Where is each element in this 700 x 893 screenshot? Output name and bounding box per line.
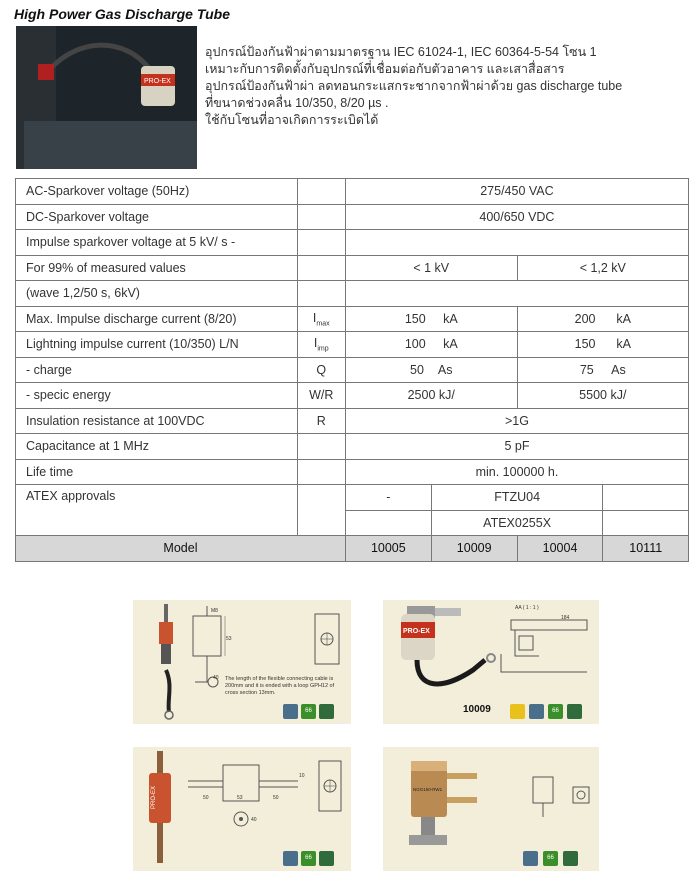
- symbol: R: [297, 408, 345, 434]
- table-row: [16, 230, 689, 256]
- desc-line: อุปกรณ์ป้องกันฟ้าผ่า ลดทอนกระแสกระชากจากฟ้าผ่าด้วย gas discharge tube: [205, 79, 623, 93]
- row-label: ATEX approvals: [16, 485, 298, 536]
- ip-rating-icon: 66: [301, 704, 316, 719]
- temperature-icon: [523, 851, 538, 866]
- symbol: I: [312, 310, 317, 325]
- product-photo-card: [383, 600, 599, 724]
- table-row: [16, 357, 689, 383]
- cell-value: ATEX0255X: [431, 510, 603, 536]
- row-label: (wave 1,2/50 s, 6kV): [16, 281, 298, 307]
- dim-label: 50: [273, 795, 279, 801]
- ip-rating-icon: 66: [543, 851, 558, 866]
- ex-icon: [510, 704, 525, 719]
- cell-value: min. 100000 h.: [345, 459, 688, 485]
- row-label: - specic energy: [16, 383, 298, 409]
- row-label: Life time: [16, 459, 298, 485]
- factory-icon: [567, 704, 582, 719]
- dim-label: 184: [561, 615, 570, 621]
- cell-value: 100: [404, 337, 426, 352]
- factory-icon: [319, 851, 334, 866]
- symbol: I: [313, 336, 318, 350]
- model-number: 10111: [603, 536, 689, 562]
- row-label: AC-Sparkover voltage (50Hz): [16, 179, 298, 205]
- cell-unit: kA: [616, 311, 631, 326]
- table-row: [16, 332, 689, 358]
- model-row: [16, 536, 689, 562]
- cell-value: 275/450 VAC: [345, 179, 688, 205]
- model-label: 10009: [463, 704, 491, 715]
- table-row: [16, 179, 689, 205]
- row-label: Insulation resistance at 100VDC: [16, 408, 298, 434]
- table-row: [16, 459, 689, 485]
- cell-value: 5500 kJ/: [517, 383, 688, 409]
- model-label: Model: [16, 536, 346, 562]
- page-title: High Power Gas Discharge Tube: [14, 6, 231, 22]
- description: [205, 44, 685, 129]
- desc-line: อุปกรณ์ป้องกันฟ้าผ่าตามมาตรฐาน IEC 61024-1, IEC 60364-5-54 โซน 1: [205, 45, 597, 59]
- cell-value: 75: [579, 362, 594, 377]
- cell-value: 2500 kJ/: [345, 383, 517, 409]
- cell-value: < 1,2 kV: [517, 255, 688, 281]
- cell-value: 400/650 VDC: [345, 204, 688, 230]
- note-line: 200mm and it is ended with a loop GPH12 of: [225, 683, 335, 689]
- section-label: AA ( 1 : 1 ): [515, 605, 539, 611]
- model-number: 10009: [431, 536, 517, 562]
- dim-label: 53: [237, 795, 243, 801]
- brand-label: PRO-EX: [151, 785, 157, 809]
- brand-label: PRO-EX: [403, 628, 430, 635]
- dim-label: 50: [203, 795, 209, 801]
- product-photo: [16, 26, 197, 169]
- temperature-icon: [529, 704, 544, 719]
- cell-value: 150: [574, 337, 596, 352]
- symbol: Q: [297, 357, 345, 383]
- symbol-sub: max: [316, 320, 330, 327]
- cable-note: [225, 676, 335, 697]
- dim-label: M8: [211, 608, 218, 614]
- table-row: [16, 281, 689, 307]
- model-number: 10005: [345, 536, 431, 562]
- cell-value: -: [345, 485, 431, 511]
- symbol-sub: imp: [317, 345, 329, 353]
- product-drawing-card: [133, 747, 351, 871]
- row-label: Impulse sparkover voltage at 5 kV/ s -: [16, 230, 298, 256]
- table-row: [16, 485, 689, 511]
- cell-unit: kA: [443, 311, 458, 326]
- cell-unit: As: [611, 362, 626, 377]
- table-row: [16, 204, 689, 230]
- dim-label: 40: [213, 675, 219, 681]
- row-label: Capacitance at 1 MHz: [16, 434, 298, 460]
- cell-unit: kA: [443, 337, 458, 352]
- symbol: W/R: [297, 383, 345, 409]
- cell-unit: As: [437, 362, 453, 377]
- factory-icon: [563, 851, 578, 866]
- cell-value: >1G: [345, 408, 688, 434]
- table-row: [16, 306, 689, 332]
- model-number: 10004: [517, 536, 603, 562]
- cell-value: < 1 kV: [345, 255, 517, 281]
- table-row: [16, 255, 689, 281]
- cell-value: 150: [404, 311, 426, 326]
- dim-label: 10: [299, 773, 305, 779]
- row-label: DC-Sparkover voltage: [16, 204, 298, 230]
- desc-line: ใช้กับโซนที่อาจเกิดการระเบิดได้: [205, 113, 379, 127]
- desc-line: เหมาะกับการติดตั้งกับอุปกรณ์ที่เชื่อมต่อกับตัวอาคาร และเสาสื่อสาร: [205, 62, 565, 76]
- note-line: The length of the flexible connecting cable is: [225, 676, 334, 682]
- table-row: [16, 408, 689, 434]
- product-drawing-card: [133, 600, 351, 724]
- dim-label: 40: [251, 817, 257, 823]
- cell-value: 5 pF: [345, 434, 688, 460]
- ip-rating-icon: 66: [301, 851, 316, 866]
- row-label: For 99% of measured values: [16, 255, 298, 281]
- cell-value: 200: [574, 311, 596, 326]
- row-label: Max. Impulse discharge current (8/20): [16, 306, 298, 332]
- cell-value: FTZU04: [431, 485, 603, 511]
- table-row: [16, 434, 689, 460]
- temperature-icon: [283, 704, 298, 719]
- device-label: NGG150-RW1: [413, 787, 443, 792]
- spec-table: [15, 178, 689, 562]
- row-label: - charge: [16, 357, 298, 383]
- note-line: cross section 13mm.: [225, 690, 276, 696]
- row-label: Lightning impulse current (10/350) L/N: [16, 332, 298, 358]
- photo-label: PRO-EX: [144, 78, 171, 85]
- factory-icon: [319, 704, 334, 719]
- cell-unit: kA: [616, 337, 631, 352]
- cell-value: 50: [410, 362, 424, 377]
- ip-rating-icon: 66: [548, 704, 563, 719]
- desc-line: ที่ขนาดช่วงคลื่น 10/350, 8/20 µs .: [205, 96, 389, 110]
- dim-label: 53: [226, 636, 232, 642]
- table-row: [16, 383, 689, 409]
- product-photo-card: [383, 747, 599, 871]
- temperature-icon: [283, 851, 298, 866]
